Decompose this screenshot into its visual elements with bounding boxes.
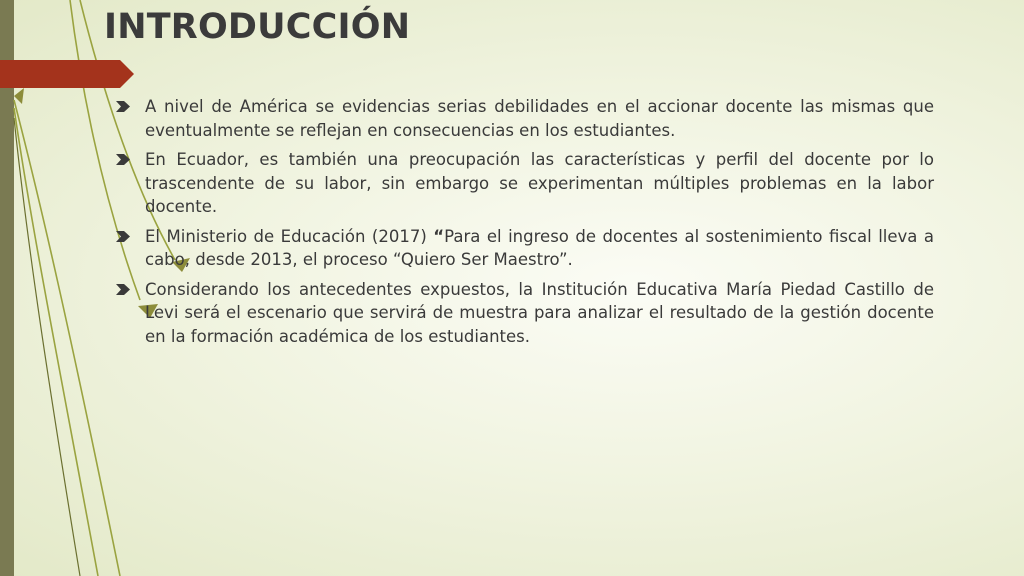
slide-title: INTRODUCCIÓN [104, 7, 411, 47]
bullet-text: A nivel de América se evidencias serias debilidades en el accionar docente las mismas que eventualmente se reflejan en consecuencias en los estudiantes. [145, 97, 934, 140]
bullet-text: En Ecuador, es también una preocupación las características y perfil del docente por lo trascendente de su labor, sin embargo se experimentan múltiples problemas en la labor docente. [145, 150, 934, 216]
bullet-arrow-icon [116, 231, 130, 242]
bullet-arrow-icon [116, 154, 130, 165]
bullet-text-quote: Para el ingreso de docentes al sostenimiento fiscal lleva a cabo, desde 2013, el proceso “Quiero Ser Maestro”. [145, 226, 935, 269]
bullet-arrow-icon [116, 284, 130, 295]
bullet-quote-mark: “ [433, 226, 445, 246]
bullet-text-lead: El Ministerio de Educación (2017) [145, 226, 434, 246]
bullet-arrow-icon [116, 101, 130, 112]
bullet-item [116, 148, 934, 219]
bullet-text: Considerando los antecedentes expuestos, la Institución Educativa María Piedad Castillo de Levi será el escenario que servirá de muestra para analizar el resultado de la gestión docente en la formación académica de los estudiantes. [145, 279, 934, 346]
bullet-list [116, 95, 934, 354]
bullet-item [116, 225, 934, 272]
bullet-item [116, 278, 934, 349]
bullet-item [116, 95, 934, 142]
red-banner-arrow [0, 60, 134, 88]
